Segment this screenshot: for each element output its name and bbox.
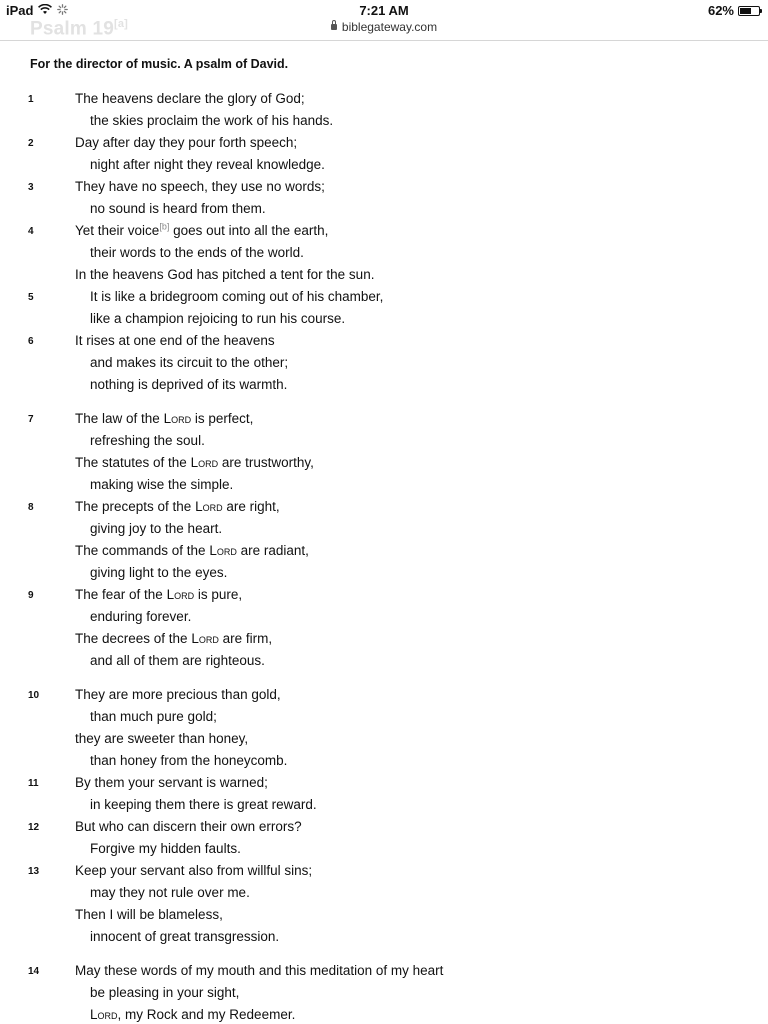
verse-line (90, 752, 287, 770)
verse-text: In the heavens God has pitched a tent for the sun. (75, 267, 375, 282)
verse-line (90, 310, 345, 328)
battery-icon (738, 6, 760, 16)
verse-number[interactable]: 10 (28, 690, 40, 701)
verse-text-after: goes out into all the earth, (169, 223, 329, 238)
verse-text: be pleasing in your sight, (90, 985, 240, 1000)
verse-line (75, 586, 242, 604)
footnote-link[interactable]: [b] (159, 221, 170, 232)
verse-line (90, 564, 227, 582)
verse-text: Day after day they pour forth speech; (75, 135, 298, 150)
verse-text: like a champion rejoicing to run his course. (90, 311, 346, 326)
lord-smallcaps: Lord (190, 455, 219, 470)
verse-text: nothing is deprived of its warmth. (90, 377, 288, 392)
psalm-superscription: For the director of music. A psalm of David. (30, 57, 289, 71)
verse-line (90, 708, 217, 726)
verse-line (75, 134, 297, 152)
verse-line (90, 608, 191, 626)
lord-smallcaps: Lord (191, 631, 219, 646)
battery-percent: 62% (707, 3, 734, 18)
verse-line (75, 498, 280, 516)
address-bar[interactable] (0, 18, 768, 41)
verse-text-after: , my Rock and my Redeemer. (117, 1007, 296, 1022)
verse-text: But who can discern their own errors? (75, 819, 302, 834)
verse-line (75, 266, 374, 284)
verse-line (75, 774, 268, 792)
lord-smallcaps: Lord (209, 543, 237, 558)
verse-number[interactable]: 8 (28, 502, 34, 513)
verse-line (90, 928, 279, 946)
verse-line (75, 410, 253, 428)
verse-text: May these words of my mouth and this meditation of my heart (75, 963, 444, 978)
verse-line (75, 90, 305, 108)
url-text: biblegateway.com (341, 20, 438, 34)
verse-text: innocent of great transgression. (90, 929, 280, 944)
verse-text-after: are right, (222, 499, 280, 514)
verse-line (75, 730, 248, 748)
verse-text: Then I will be blameless, (75, 907, 223, 922)
verse-text: The heavens declare the glory of God; (75, 91, 305, 106)
verse-text: the skies proclaim the work of his hands. (90, 113, 334, 128)
verse-text: Forgive my hidden faults. (90, 841, 241, 856)
verse-line (90, 840, 241, 858)
verse-text: They are more precious than gold, (75, 687, 281, 702)
verse-text: The precepts of the (75, 499, 196, 514)
verse-line (75, 178, 325, 196)
verse-text: and all of them are righteous. (90, 653, 265, 668)
verse-text: they are sweeter than honey, (75, 731, 249, 746)
verse-line (75, 962, 443, 980)
verse-number[interactable]: 2 (28, 138, 34, 149)
verse-number[interactable]: 5 (28, 292, 34, 303)
status-bar (0, 0, 768, 20)
verse-line (90, 1006, 295, 1024)
verse-text: The statutes of the (75, 455, 191, 470)
lock-icon (331, 24, 337, 30)
verse-line (75, 630, 272, 648)
verse-text: Yet their voice (75, 223, 160, 238)
verse-number[interactable]: 3 (28, 182, 34, 193)
verse-text: night after night they reveal knowledge. (90, 157, 325, 172)
verse-text: By them your servant is warned; (75, 775, 268, 790)
status-right (708, 3, 760, 18)
verse-line (90, 288, 383, 306)
verse-line (90, 796, 317, 814)
clock: 7:21 AM (359, 3, 409, 18)
verse-number[interactable]: 13 (28, 866, 40, 877)
lord-smallcaps: Lord (166, 587, 195, 602)
verse-line (90, 984, 239, 1002)
verse-text: The commands of the (75, 543, 210, 558)
verse-line (75, 542, 309, 560)
verse-text: The decrees of the (75, 631, 192, 646)
device-label: iPad (6, 3, 34, 18)
verse-line (75, 222, 328, 240)
verse-line (90, 476, 233, 494)
verse-number[interactable]: 9 (28, 590, 34, 601)
verse-number[interactable]: 12 (28, 822, 40, 833)
verse-number[interactable]: 1 (28, 94, 34, 105)
verse-number[interactable]: 6 (28, 336, 34, 347)
verse-number[interactable]: 7 (28, 414, 34, 425)
verse-text: in keeping them there is great reward. (90, 797, 317, 812)
verse-text-after: is pure, (194, 587, 243, 602)
verse-text: They have no speech, they use no words; (75, 179, 325, 194)
verse-text: refreshing the soul. (90, 433, 205, 448)
verse-text: giving light to the eyes. (90, 565, 228, 580)
verse-line (90, 112, 333, 130)
verse-text: Keep your servant also from willful sins; (75, 863, 313, 878)
verse-line (75, 332, 275, 350)
verse-number[interactable]: 11 (28, 778, 39, 789)
verse-line (90, 652, 265, 670)
verse-text: The fear of the (75, 587, 167, 602)
title-footnote: [a] (114, 18, 129, 30)
verse-text: It rises at one end of the heavens (75, 333, 275, 348)
verse-text: giving joy to the heart. (90, 521, 223, 536)
url-display[interactable] (0, 20, 768, 34)
verse-number[interactable]: 14 (28, 966, 40, 977)
verse-text: no sound is heard from them. (90, 201, 266, 216)
verse-line (75, 686, 281, 704)
verse-text-after: are radiant, (236, 543, 309, 558)
verse-text-after: are trustworthy, (218, 455, 314, 470)
verse-line (90, 200, 266, 218)
verse-text-after: are firm, (218, 631, 273, 646)
verse-line (75, 454, 314, 472)
verse-line (75, 862, 312, 880)
verse-line (90, 884, 250, 902)
verse-text: may they not rule over me. (90, 885, 250, 900)
verse-line (75, 818, 302, 836)
scrolled-title-text: Psalm 19 (30, 18, 114, 40)
verse-line (90, 432, 205, 450)
verse-text: It is like a bridegroom coming out of his chamber, (90, 289, 384, 304)
verse-number[interactable]: 4 (28, 226, 34, 237)
verse-line (90, 520, 222, 538)
lord-smallcaps: Lord (163, 411, 192, 426)
verse-line (90, 376, 287, 394)
lord-smallcaps: Lord (195, 499, 223, 514)
verse-line (90, 354, 288, 372)
verse-text: and makes its circuit to the other; (90, 355, 289, 370)
verse-text: than honey from the honeycomb. (90, 753, 288, 768)
verse-line (90, 244, 304, 262)
lord-smallcaps: Lord (90, 1007, 118, 1022)
verse-line (75, 906, 223, 924)
verse-text: making wise the simple. (90, 477, 234, 492)
verse-text: their words to the ends of the world. (90, 245, 304, 260)
verse-text-after: is perfect, (191, 411, 254, 426)
verse-text: than much pure gold; (90, 709, 217, 724)
verse-line (90, 156, 325, 174)
verse-text: enduring forever. (90, 609, 192, 624)
battery-fill (740, 8, 751, 14)
verse-text: The law of the (75, 411, 164, 426)
